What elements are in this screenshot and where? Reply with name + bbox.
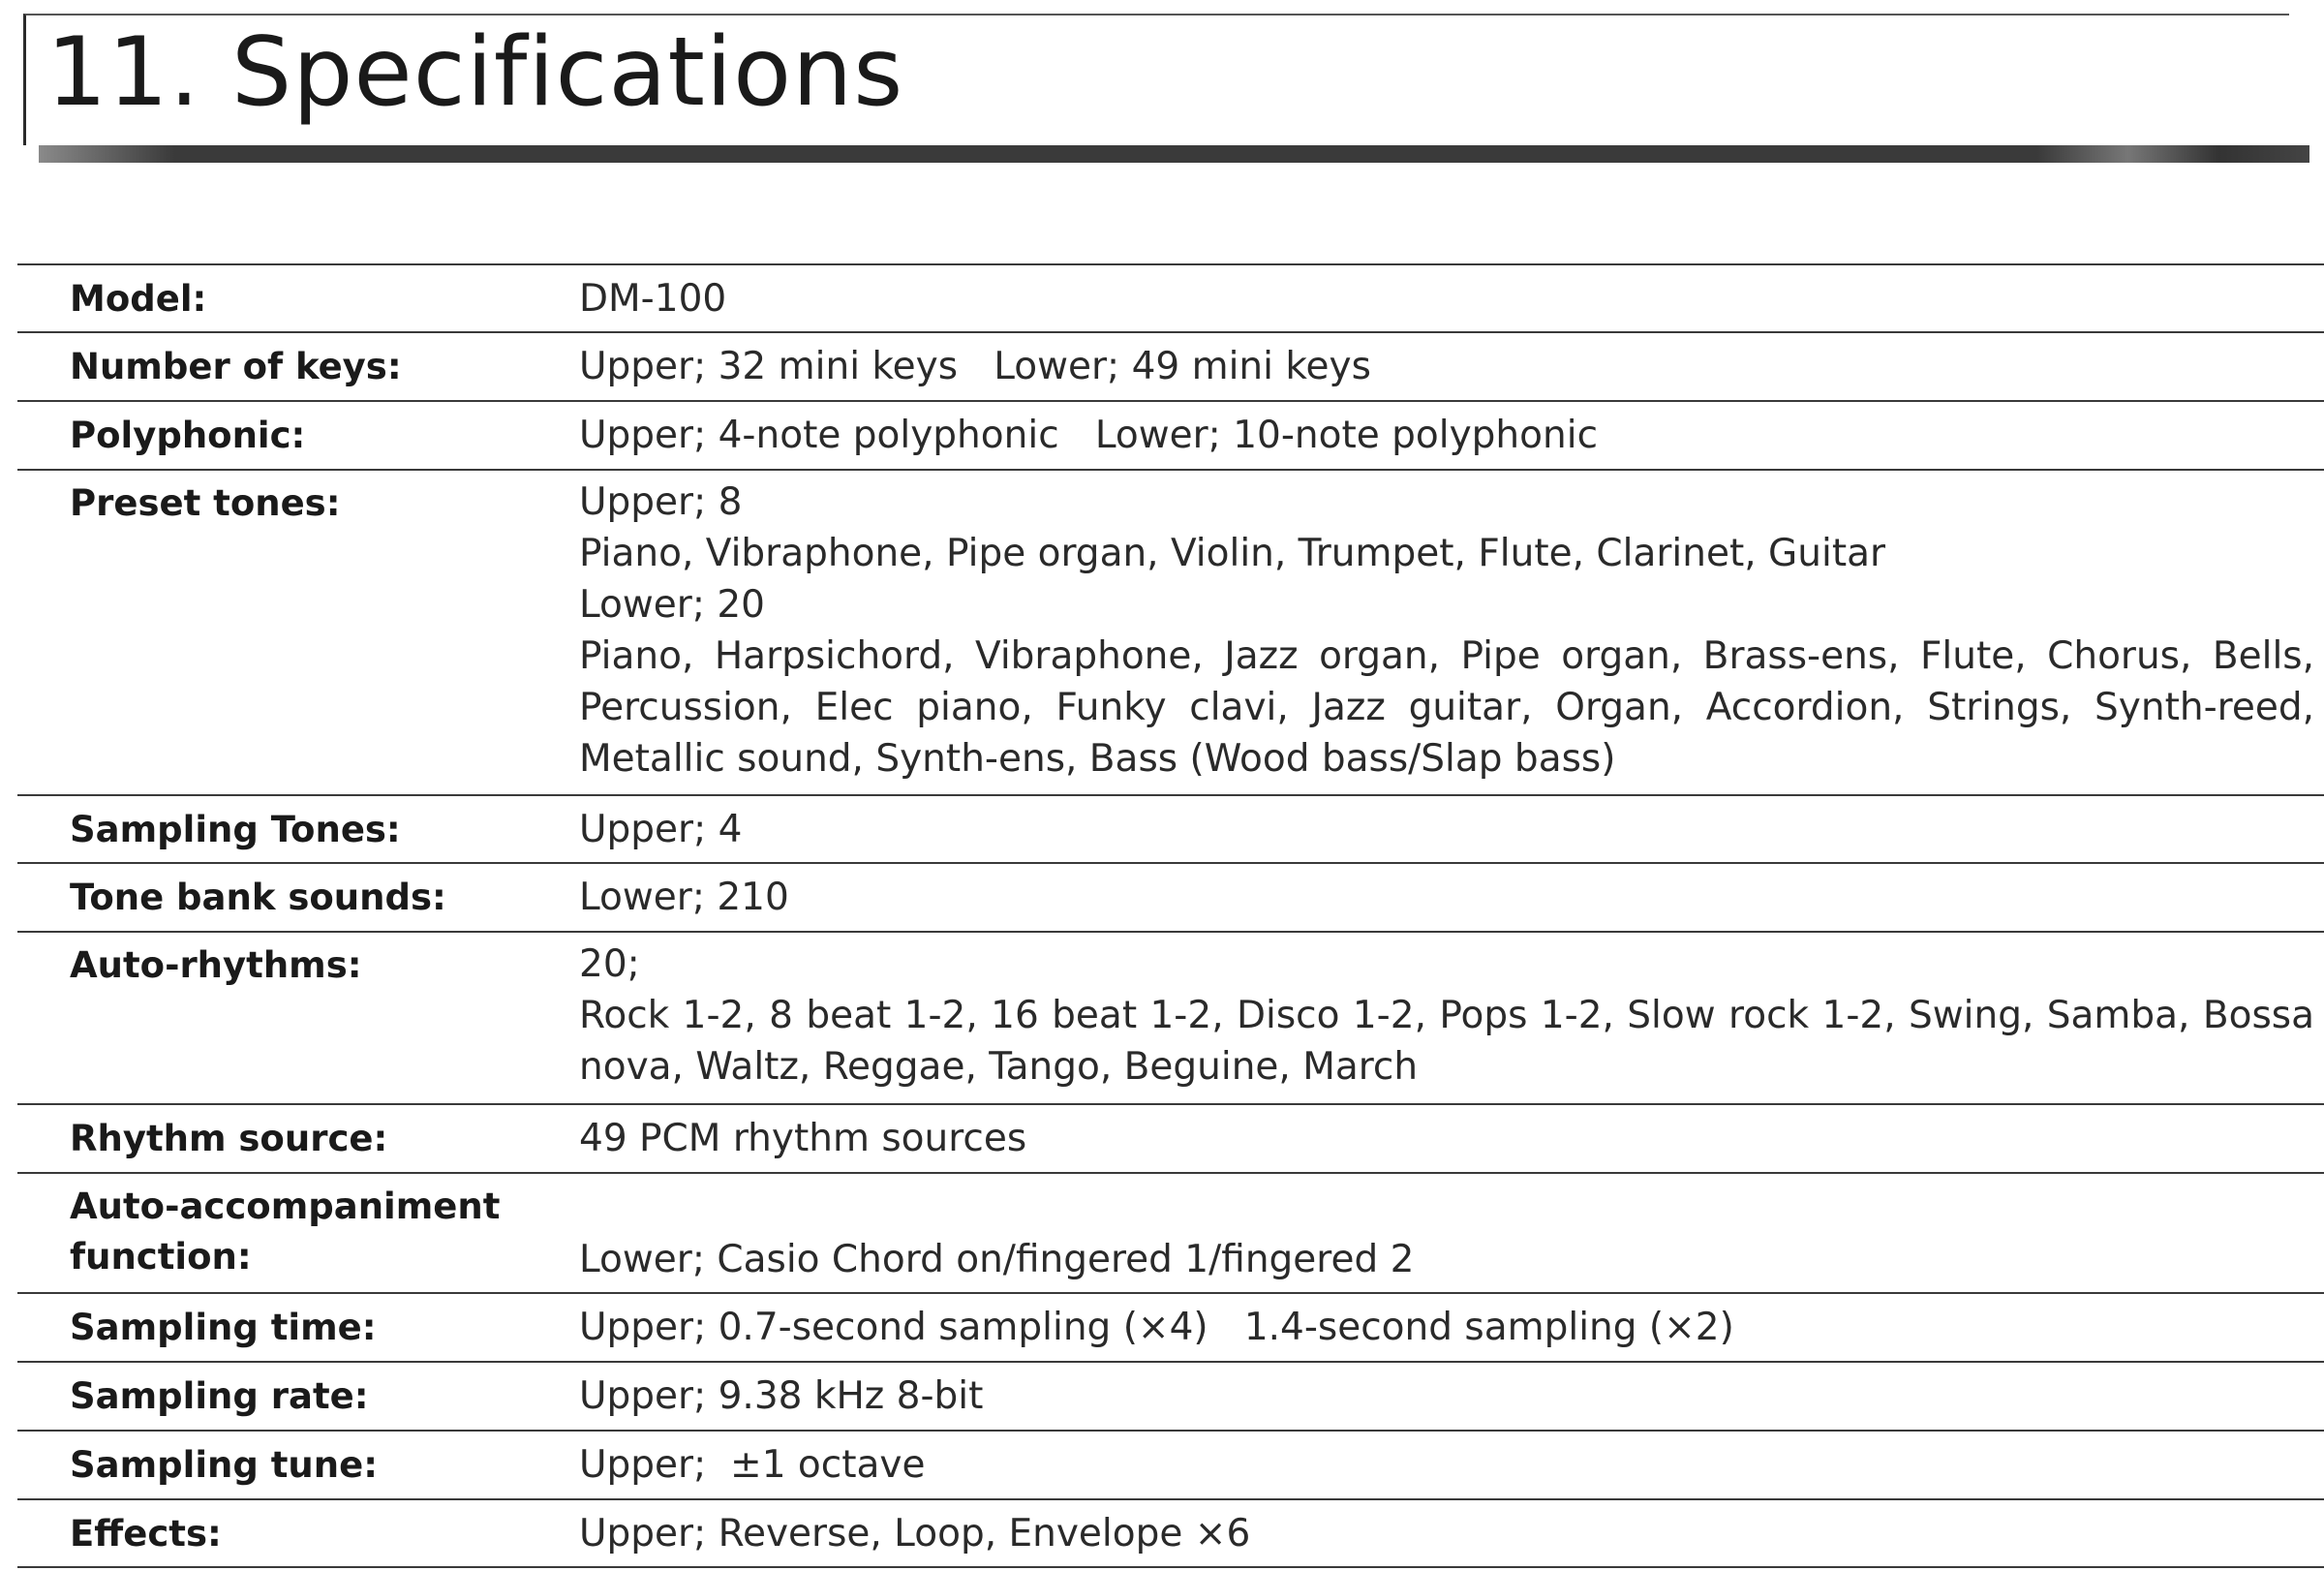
page-title: 11. Specifications xyxy=(46,17,904,128)
spec-label: Polyphonic: xyxy=(70,415,306,456)
spec-value xyxy=(579,410,2314,461)
spec-label: Rhythm source: xyxy=(70,1118,388,1159)
spec-value-line: Upper; Reverse, Loop, Envelope ×6 xyxy=(579,1512,1251,1556)
spec-label: Auto-rhythms: xyxy=(70,944,362,986)
spec-value xyxy=(579,939,2314,1093)
spec-row-number-of-keys xyxy=(17,333,2324,402)
spec-row-model xyxy=(17,265,2324,333)
spec-value xyxy=(579,804,2314,855)
spec-value-line: 20; xyxy=(579,942,640,986)
spec-value-line: Piano, Vibraphone, Pipe organ, Violin, Trumpet, Flute, Clarinet, Guitar xyxy=(579,532,1886,575)
spec-value-line: Upper; 0.7-second sampling (×4) 1.4-second sampling (×2) xyxy=(579,1306,1734,1349)
title-underline-rule xyxy=(39,145,2309,163)
spec-value-line: Upper; 9.38 kHz 8-bit xyxy=(579,1374,984,1418)
spec-value xyxy=(579,1302,2314,1353)
spec-label: Model: xyxy=(70,278,207,320)
spec-label: Sampling tune: xyxy=(70,1444,378,1486)
spec-value-line: Rock 1-2, 8 beat 1-2, 16 beat 1-2, Disco 1-2, Pops 1-2, Slow rock 1-2, Swing, Samba, Bossa nova, Waltz, Reggae, Tango, Beguine, March xyxy=(579,994,2314,1089)
spec-value-line: Piano, Harpsichord, Vibraphone, Jazz organ, Pipe organ, Brass-ens, Flute, Chorus, Bells, Percussion, Elec piano, Funky clavi, Jazz guitar, Organ, Accordion, Strings, Synth-reed, Metallic sound, Synth-ens, Bass (Wood bass/Slap bass) xyxy=(579,634,2314,781)
spec-label: Sampling rate: xyxy=(70,1375,369,1417)
spec-row-tone-bank-sounds xyxy=(17,864,2324,933)
spec-value xyxy=(579,1371,2314,1422)
spec-value-line: Upper; 32 mini keys Lower; 49 mini keys xyxy=(579,345,1371,388)
spec-label: Number of keys: xyxy=(70,346,402,387)
spec-value xyxy=(579,341,2314,392)
spec-label: Tone bank sounds: xyxy=(70,877,446,918)
spec-label: Auto-accompaniment function: xyxy=(70,1186,501,1278)
spec-value-line: Upper; 4-note polyphonic Lower; 10-note polyphonic xyxy=(579,414,1599,457)
spec-value-line: 49 PCM rhythm sources xyxy=(579,1117,1027,1160)
spec-row-sampling-tune xyxy=(17,1432,2324,1500)
spec-row-polyphonic xyxy=(17,402,2324,471)
spec-value xyxy=(579,1508,2314,1559)
spec-label: Sampling Tones: xyxy=(70,809,401,850)
spec-row-rhythm-source xyxy=(17,1105,2324,1174)
spec-value-line: Lower; Casio Chord on/fingered 1/fingered 2 xyxy=(579,1238,1415,1281)
spec-value-line: DM-100 xyxy=(579,277,727,321)
spec-row-preset-tones xyxy=(17,471,2324,796)
spec-row-effects xyxy=(17,1500,2324,1568)
spec-label: Preset tones: xyxy=(70,482,341,524)
spec-value-line: Lower; 20 xyxy=(579,583,765,627)
spec-value xyxy=(579,1113,2314,1164)
spec-label: Sampling time: xyxy=(70,1307,377,1348)
spec-value xyxy=(579,1234,2314,1285)
specifications-table xyxy=(17,263,2324,1568)
spec-row-auto-rhythms xyxy=(17,933,2324,1105)
spec-row-sampling-rate xyxy=(17,1363,2324,1432)
spec-label: Effects: xyxy=(70,1513,222,1555)
spec-value-line: Upper; ±1 octave xyxy=(579,1443,926,1487)
spec-value xyxy=(579,477,2314,785)
spec-value xyxy=(579,872,2314,923)
spec-row-auto-accompaniment xyxy=(17,1174,2324,1294)
spec-row-sampling-time xyxy=(17,1294,2324,1363)
spec-row-sampling-tones xyxy=(17,796,2324,864)
spec-value xyxy=(579,273,2314,324)
spec-value xyxy=(579,1439,2314,1491)
spec-value-line: Upper; 8 xyxy=(579,480,743,524)
spec-value-line: Lower; 210 xyxy=(579,876,789,919)
spec-value-line: Upper; 4 xyxy=(579,808,743,851)
